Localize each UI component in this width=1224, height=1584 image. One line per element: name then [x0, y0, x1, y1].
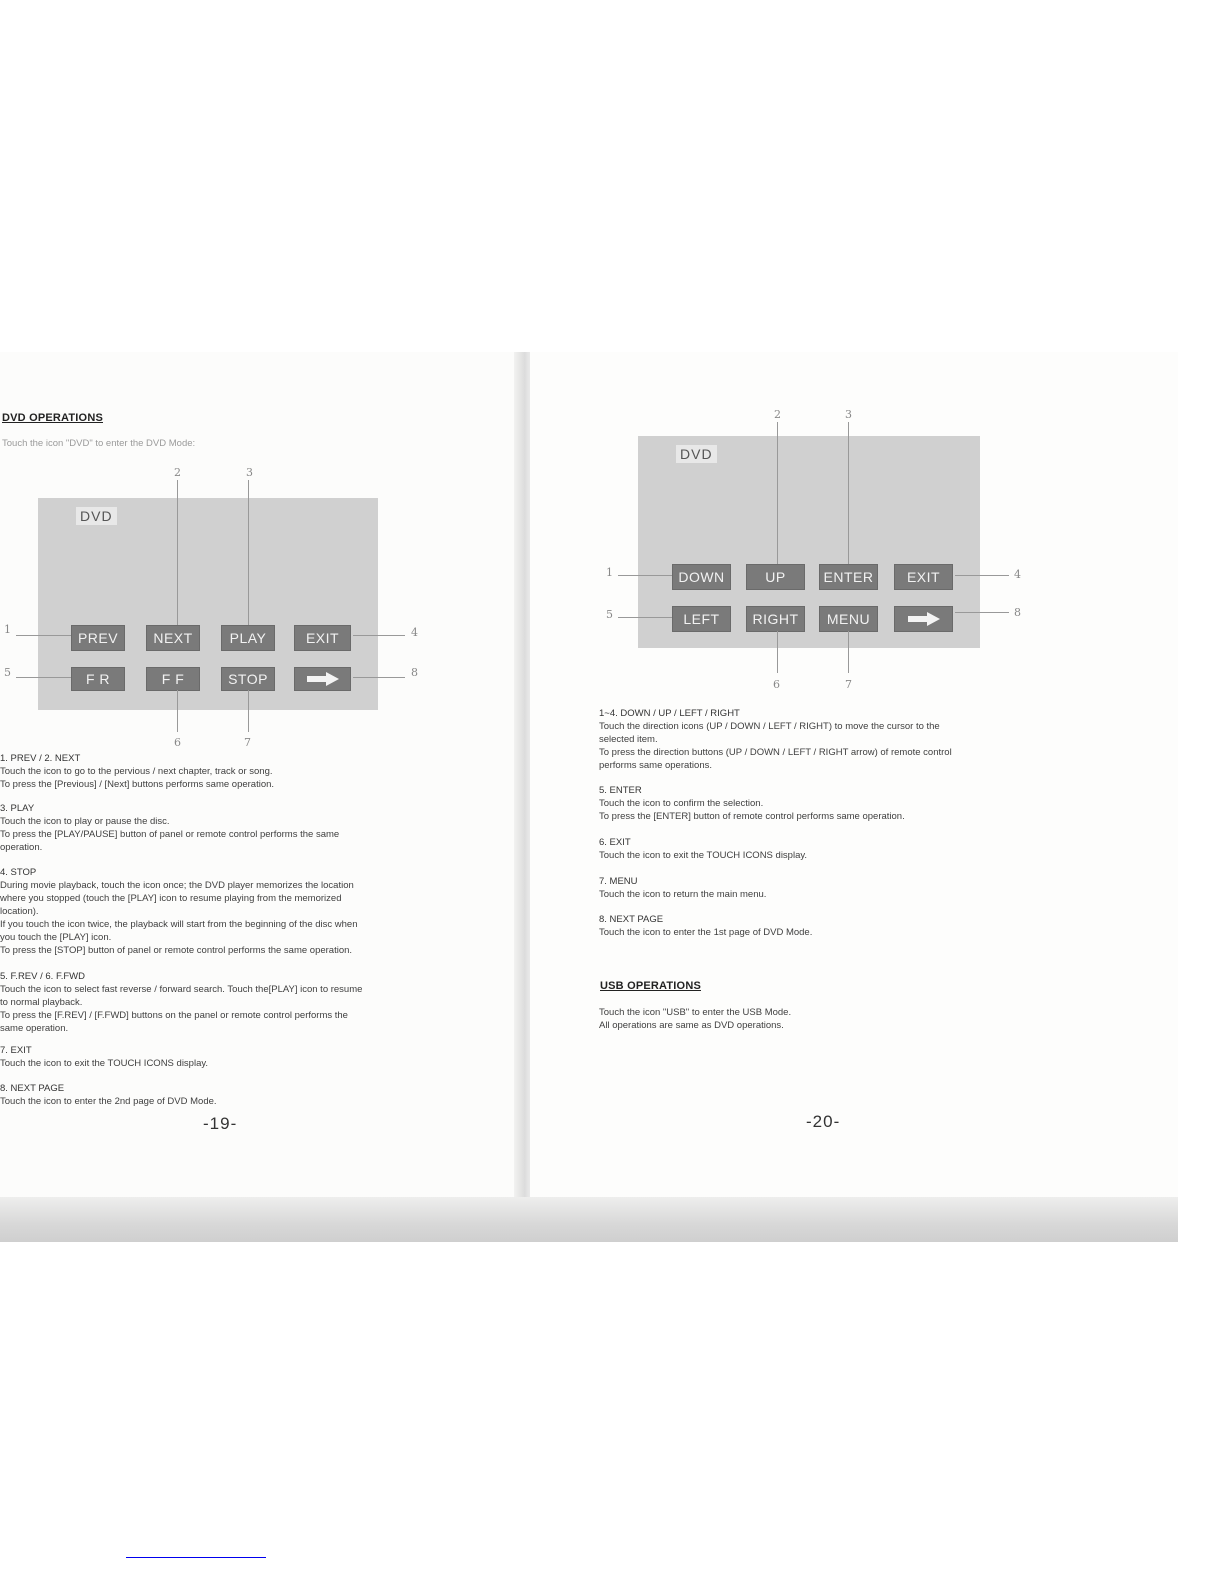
section-line: Touch the icon "USB" to enter the USB Mode.	[599, 1007, 792, 1018]
right-arrow-icon	[907, 612, 941, 626]
section-menu	[599, 875, 1039, 901]
dvd-intro-text: Touch the icon "DVD" to enter the DVD Mode:	[2, 438, 196, 449]
section-line: To press the [Previous] / [Next] buttons performs same operation.	[0, 779, 275, 790]
callout-line-1	[618, 575, 672, 576]
section-line: Touch the icon to enter the 2nd page of DVD Mode.	[0, 1096, 217, 1107]
link-underline[interactable]	[126, 1557, 266, 1558]
section-exit	[599, 836, 1039, 862]
usb-operations-heading: USB OPERATIONS	[600, 980, 701, 992]
section-line: To press the [ENTER] button of remote control performs same operation.	[599, 811, 905, 822]
callout-line-2	[777, 422, 778, 566]
section-line: Touch the icon to exit the TOUCH ICONS display.	[599, 850, 808, 861]
section-line: selected item.	[599, 734, 658, 745]
page-number: -20-	[806, 1112, 841, 1131]
section-next-page	[599, 913, 1039, 939]
play-button[interactable]: PLAY	[221, 625, 275, 651]
section-title: 3. PLAY	[0, 803, 35, 814]
section-line: Touch the icon to go to the pervious / next chapter, track or song.	[0, 766, 273, 777]
dvd-operations-heading: DVD OPERATIONS	[2, 412, 103, 424]
section-play	[0, 802, 440, 854]
section-line: Touch the icon to confirm the selection.	[599, 798, 764, 809]
section-line: To press the [STOP] button of panel or remote control performs the same operation.	[0, 945, 353, 956]
callout-line-4	[353, 635, 405, 636]
section-line: To press the [F.REV] / [F.FWD] buttons on the panel or remote control performs the	[0, 1010, 348, 1021]
section-line: Touch the icon to enter the 1st page of DVD Mode.	[599, 927, 813, 938]
section-line: Touch the icon to return the main menu.	[599, 889, 767, 900]
page-20	[530, 352, 1178, 1197]
up-button[interactable]: UP	[746, 564, 805, 590]
section-line: Touch the icon to select fast reverse / forward search. Touch the[PLAY] icon to resume	[0, 984, 363, 995]
section-line: where you stopped (touch the [PLAY] icon to resume playing from the memorized	[0, 893, 342, 904]
section-line: During movie playback, touch the icon once; the DVD player memorizes the location	[0, 880, 354, 891]
callout-6: 6	[773, 678, 780, 691]
section-next-page	[0, 1082, 440, 1108]
enter-button[interactable]: ENTER	[819, 564, 878, 590]
section-line: you touch the [PLAY] icon.	[0, 932, 112, 943]
callout-line-4	[955, 575, 1009, 576]
section-title: 1. PREV / 2. NEXT	[0, 753, 81, 764]
callout-line-7	[848, 631, 849, 673]
callout-4: 4	[1014, 568, 1021, 581]
callout-line-3	[248, 480, 249, 626]
manual-spread	[0, 352, 1178, 1242]
section-stop	[0, 866, 440, 957]
section-line: location).	[0, 906, 39, 917]
section-title: 1~4. DOWN / UP / LEFT / RIGHT	[599, 708, 740, 719]
exit-button[interactable]: EXIT	[294, 625, 351, 651]
next-button[interactable]: NEXT	[146, 625, 200, 651]
scan-bottom-shadow	[0, 1197, 1178, 1242]
section-line: Touch the icon to exit the TOUCH ICONS display.	[0, 1058, 209, 1069]
fast-reverse-button[interactable]: F R	[71, 667, 125, 691]
section-exit	[0, 1044, 440, 1070]
callout-line-6	[777, 631, 778, 673]
section-line: To press the [PLAY/PAUSE] button of panel or remote control performs the same	[0, 829, 340, 840]
callout-line-5	[618, 617, 672, 618]
prev-button[interactable]: PREV	[71, 625, 125, 651]
callout-line-1	[16, 635, 71, 636]
section-line: If you touch the icon twice, the playback will start from the beginning of the disc when	[0, 919, 358, 930]
section-frev-ffwd	[0, 970, 440, 1035]
callout-2: 2	[174, 466, 181, 479]
section-line: same operation.	[0, 1023, 69, 1034]
callout-5: 5	[4, 666, 11, 679]
callout-line-8	[955, 612, 1009, 613]
section-title: 7. EXIT	[0, 1045, 32, 1056]
callout-4: 4	[411, 626, 418, 639]
section-enter	[599, 784, 1039, 823]
section-prev-next	[0, 752, 440, 791]
section-directions	[599, 707, 1039, 772]
fast-forward-button[interactable]: F F	[146, 667, 200, 691]
page-number: -19-	[203, 1114, 238, 1133]
callout-line-5	[16, 677, 71, 678]
menu-button[interactable]: MENU	[819, 606, 878, 632]
screen-label: DVD	[76, 507, 117, 525]
callout-8: 8	[1014, 606, 1021, 619]
callout-8: 8	[411, 666, 418, 679]
section-line: to normal playback.	[0, 997, 83, 1008]
right-button[interactable]: RIGHT	[746, 606, 805, 632]
callout-3: 3	[845, 408, 852, 421]
callout-6: 6	[174, 736, 181, 749]
callout-line-6	[177, 690, 178, 732]
callout-7: 7	[244, 736, 251, 749]
callout-2: 2	[774, 408, 781, 421]
section-title: 5. F.REV / 6. F.FWD	[0, 971, 85, 982]
section-line: All operations are same as DVD operations.	[599, 1020, 784, 1031]
section-line: Touch the icon to play or pause the disc.	[0, 816, 170, 827]
section-title: 5. ENTER	[599, 785, 642, 796]
down-button[interactable]: DOWN	[672, 564, 731, 590]
callout-5: 5	[606, 608, 613, 621]
screen-label: DVD	[676, 445, 717, 463]
section-title: 6. EXIT	[599, 837, 631, 848]
section-title: 7. MENU	[599, 876, 638, 887]
left-button[interactable]: LEFT	[672, 606, 731, 632]
page-19	[0, 352, 518, 1197]
callout-3: 3	[246, 466, 253, 479]
section-title: 4. STOP	[0, 867, 37, 878]
section-line: performs same operations.	[599, 760, 712, 771]
right-arrow-icon	[306, 672, 340, 686]
callout-7: 7	[845, 678, 852, 691]
callout-line-8	[353, 677, 405, 678]
section-line: operation.	[0, 842, 43, 853]
next-page-button[interactable]	[894, 606, 953, 632]
next-page-button[interactable]	[294, 667, 351, 691]
section-line: Touch the direction icons (UP / DOWN / LEFT / RIGHT) to move the cursor to the	[599, 721, 940, 732]
section-line: To press the direction buttons (UP / DOWN / LEFT / RIGHT arrow) of remote control	[599, 747, 952, 758]
callout-1: 1	[4, 623, 11, 636]
exit-button[interactable]: EXIT	[894, 564, 953, 590]
callout-1: 1	[606, 566, 613, 579]
callout-line-3	[848, 422, 849, 566]
section-title: 8. NEXT PAGE	[0, 1083, 65, 1094]
section-usb	[599, 1006, 1039, 1032]
callout-line-7	[248, 690, 249, 732]
stop-button[interactable]: STOP	[221, 667, 275, 691]
section-title: 8. NEXT PAGE	[599, 914, 664, 925]
callout-line-2	[177, 480, 178, 626]
